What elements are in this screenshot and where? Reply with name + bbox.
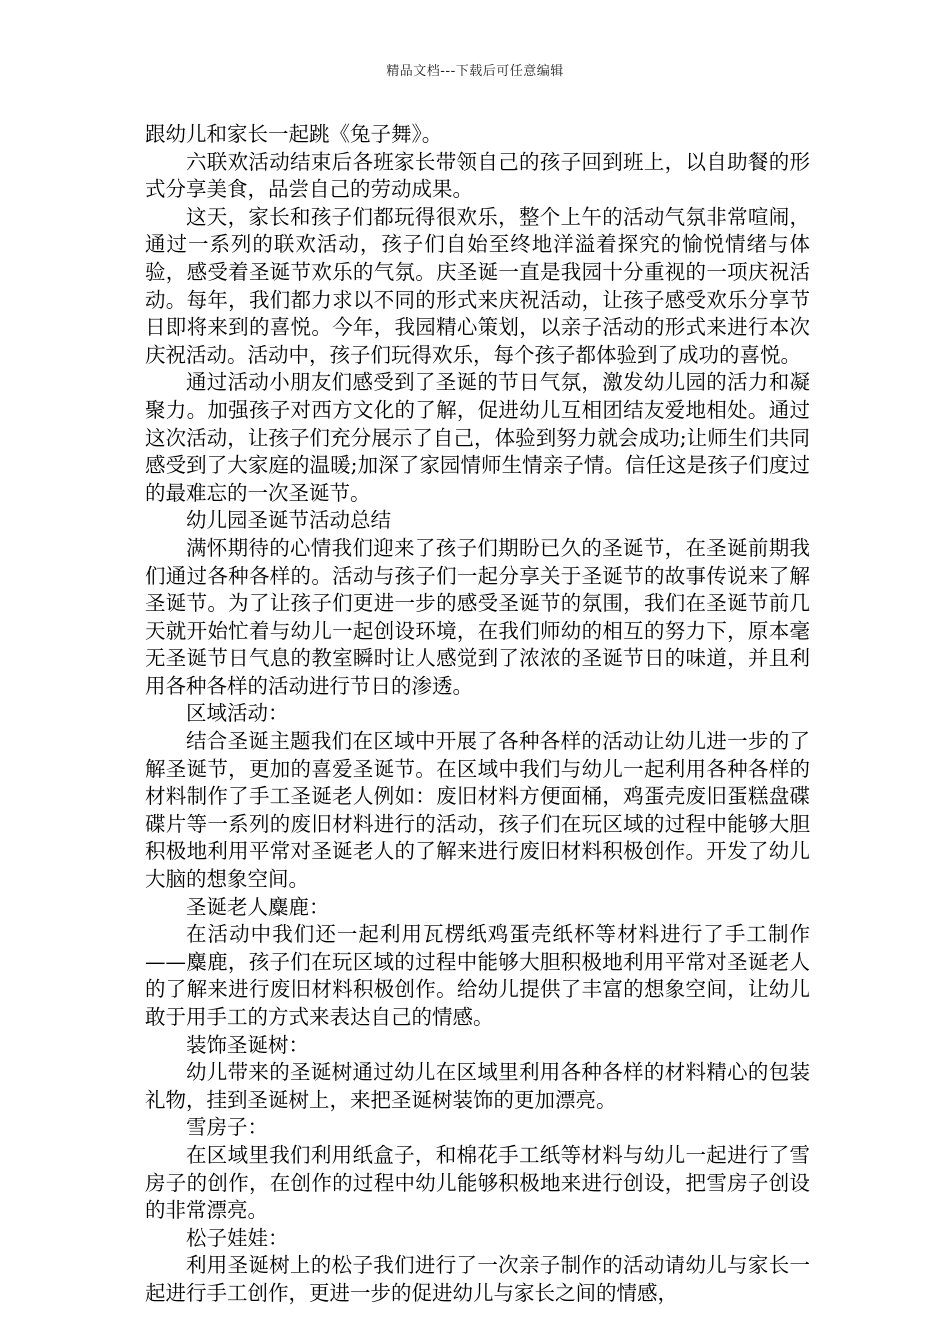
paragraph: 在区域里我们利用纸盒子，和棉花手工纸等材料与幼儿一起进行了雪房子的创作，在创作的过程中幼儿能够积极地来进行创设，把雪房子创设的非常漂亮。: [145, 1142, 810, 1223]
paragraph: 满怀期待的心情我们迎来了孩子们期盼已久的圣诞节，在圣诞前期我们通过各种各样的。活动与孩子们一起分享关于圣诞节的故事传说来了解圣诞节。为了让孩子们更进一步的感受圣诞节的氛围，我们在圣诞节前几天就开始忙着与幼儿一起创设环境，在我们师幼的相互的努力下，原本毫无圣诞节日气息的教室瞬时让人感觉到了浓浓的圣诞节日的味道，并且利用各种各样的活动进行节日的渗透。: [145, 535, 810, 698]
paragraph: 通过活动小朋友们感受到了圣诞的节日气氛，激发幼儿园的活力和凝聚力。加强孩子对西方文化的了解，促进幼儿互相团结友爱地相处。通过这次活动，让孩子们充分展示了自己，体验到努力就会成功;让师生们共同感受到了大家庭的温暖;加深了家园情师生情亲子情。信任这是孩子们度过的最难忘的一次圣诞节。: [145, 370, 810, 505]
paragraph: 这天，家长和孩子们都玩得很欢乐，整个上午的活动气氛非常喧闹，通过一系列的联欢活动，孩子们自始至终地洋溢着探究的愉悦情绪与体验，感受着圣诞节欢乐的气氛。庆圣诞一直是我园十分重视的一项庆祝活动。每年，我们都力求以不同的形式来庆祝活动，让孩子感受欢乐分享节日即将来到的喜悦。今年，我园精心策划，以亲子活动的形式来进行本次庆祝活动。活动中，孩子们玩得欢乐，每个孩子都体验到了成功的喜悦。: [145, 204, 810, 367]
paragraph: 利用圣诞树上的松子我们进行了一次亲子制作的活动请幼儿与家长一起进行手工创作，更进一步的促进幼儿与家长之间的情感，: [145, 1253, 810, 1305]
page-header: 精品文档---下载后可任意编辑: [386, 64, 564, 79]
paragraph: 圣诞老人麋鹿：: [186, 894, 330, 919]
paragraph: 装饰圣诞树：: [186, 1032, 309, 1057]
paragraph: 雪房子：: [186, 1115, 268, 1140]
paragraph: 跟幼儿和家长一起跳《兔子舞》。: [145, 122, 443, 146]
paragraph: 松子娃娃：: [186, 1225, 289, 1250]
paragraph: 幼儿园圣诞节活动总结: [186, 508, 391, 533]
paragraph: 在活动中我们还一起利用瓦楞纸鸡蛋壳纸杯等材料进行了手工制作——麋鹿，孩子们在玩区域的过程中能够大胆积极地利用平常对圣诞老人的了解来进行废旧材料积极创作。给幼儿提供了丰富的想象空间，让幼儿敢于用手工的方式来表达自己的情感。: [145, 922, 810, 1029]
paragraph: 幼儿带来的圣诞树通过幼儿在区域里利用各种各样的材料精心的包装礼物，挂到圣诞树上，来把圣诞树装饰的更加漂亮。: [145, 1060, 810, 1112]
paragraph: 结合圣诞主题我们在区域中开展了各种各样的活动让幼儿进一步的了解圣诞节，更加的喜爱圣诞节。在区域中我们与幼儿一起利用各种各样的材料制作了手工圣诞老人例如：废旧材料方便面桶，鸡蛋壳废旧蛋糕盘碟碟片等一系列的废旧材料进行的活动，孩子们在玩区域的过程中能够大胆积极地利用平常对圣诞老人的了解来进行废旧材料积极创作。开发了幼儿大脑的想象空间。: [145, 729, 810, 892]
paragraph: 六联欢活动结束后各班家长带领自己的孩子回到班上，以自助餐的形式分享美食，品尝自己的劳动成果。: [145, 149, 810, 202]
paragraph: 区域活动：: [186, 701, 289, 726]
document-body: [145, 121, 810, 1308]
